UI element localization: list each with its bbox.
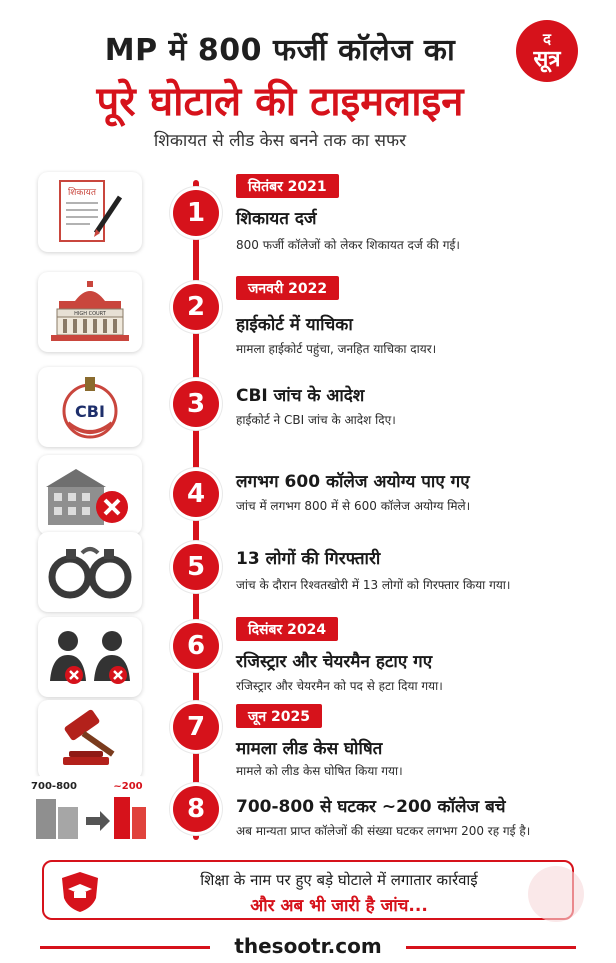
- step-heading-2: हाईकोर्ट में याचिका: [236, 315, 353, 335]
- step-number-1: 1: [173, 190, 219, 236]
- step-heading-6: रजिस्ट्रार और चेयरमैन हटाए गए: [236, 652, 433, 672]
- summary-banner: [42, 860, 574, 920]
- step-number-5: 5: [173, 544, 219, 590]
- step-number-8: 8: [173, 786, 219, 832]
- date-badge-1: सितंबर 2021: [236, 174, 339, 198]
- step-number-6: 6: [173, 623, 219, 669]
- step-number-3: 3: [173, 381, 219, 427]
- gavel-icon: [38, 700, 142, 780]
- brand-logo: [516, 20, 578, 82]
- step-heading-3: CBI जांच के आदेश: [236, 386, 365, 406]
- step-desc-7: मामले को लीड केस घोषित किया गया।: [236, 764, 403, 778]
- thumb-text-1: शिकायत: [67, 188, 97, 198]
- date-badge-7: जून 2025: [236, 704, 322, 728]
- handcuffs-icon: [38, 532, 142, 612]
- logo-watermark: [528, 866, 584, 922]
- college-decrease-icon: [30, 776, 150, 844]
- date-badge-6: दिसंबर 2024: [236, 617, 338, 641]
- officials-removed-icon: [38, 617, 142, 697]
- title-line-1: MP में 800 फर्जी कॉलेज का: [104, 33, 456, 68]
- step-desc-1: 800 फर्जी कॉलेजों को लेकर शिकायत दर्ज की गई।: [236, 238, 460, 252]
- step-number-2: 2: [173, 284, 219, 330]
- step-desc-2: मामला हाईकोर्ट पहुंचा, जनहित याचिका दायर।: [236, 342, 437, 356]
- thumb-text-3: CBI: [75, 402, 105, 421]
- subtitle: शिकायत से लीड केस बनने तक का सफर: [153, 131, 407, 151]
- step-desc-6: रजिस्ट्रार और चेयरमैन को पद से हटा दिया गया।: [236, 679, 443, 693]
- logo-text-1: द: [543, 29, 551, 48]
- step-number-7: 7: [173, 704, 219, 750]
- header: [0, 0, 616, 160]
- logo-text-2: सूत्र: [533, 46, 561, 72]
- step-heading-1: शिकायत दर्ज: [236, 209, 317, 229]
- step-desc-4: जांच में लगभग 800 में से 600 कॉलेज अयोग्य मिले।: [236, 499, 471, 513]
- step-desc-8: अब मान्यता प्राप्त कॉलेजों की संख्या घटकर लगभग 200 रह गई है।: [236, 824, 531, 838]
- banner-line-2: और अब भी जारी है जांच...: [250, 896, 428, 916]
- step-heading-4: लगभग 600 कॉलेज अयोग्य पाए गए: [236, 472, 470, 492]
- thumb-from-label: 700-800: [31, 781, 77, 792]
- step-heading-7: मामला लीड केस घोषित: [236, 739, 383, 759]
- date-badge-2: जनवरी 2022: [236, 276, 339, 300]
- step-desc-3: हाईकोर्ट ने CBI जांच के आदेश दिए।: [236, 413, 396, 427]
- step-heading-5: 13 लोगों की गिरफ्तारी: [236, 549, 381, 569]
- cbi-emblem-icon: [38, 367, 142, 447]
- step-number-4: 4: [173, 471, 219, 517]
- footer-site[interactable]: thesootr.com: [234, 934, 382, 958]
- thumb-text-2: HIGH COURT: [74, 311, 106, 317]
- complaint-document-icon: [38, 172, 142, 252]
- step-desc-5: जांच के दौरान रिश्वतखोरी में 13 लोगों को गिरफ्तार किया गया।: [236, 578, 511, 592]
- graduation-shield-icon: [60, 870, 100, 914]
- banner-line-1: शिक्षा के नाम पर हुए बड़े घोटाले में लगातार कार्रवाई: [200, 871, 478, 889]
- step-heading-8: 700-800 से घटकर ~200 कॉलेज बचे: [236, 797, 506, 817]
- title-line-2: पूरे घोटाले की टाइमलाइन: [96, 79, 464, 125]
- thumb-to-label: ~200: [113, 781, 143, 792]
- high-court-building-icon: [38, 272, 142, 352]
- college-rejected-icon: [38, 455, 142, 535]
